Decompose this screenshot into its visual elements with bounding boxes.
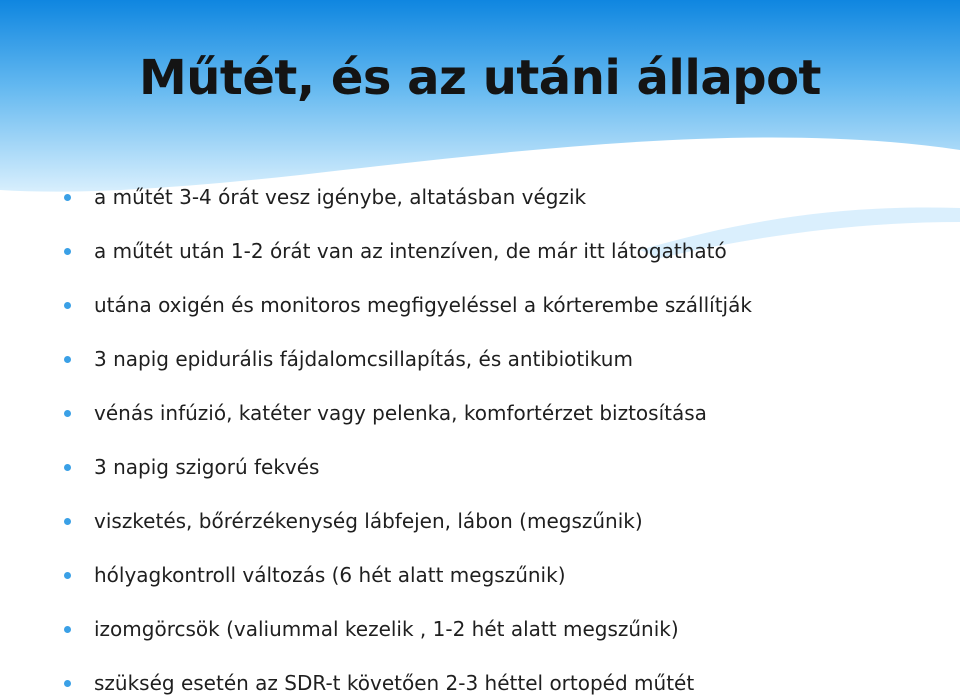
bullet-text: szükség esetén az SDR-t követően 2-3 héttel ortopéd műtét [94, 671, 695, 695]
bullet-dot-icon [64, 572, 71, 579]
bullet-item [0, 332, 960, 386]
bullet-dot-icon [64, 680, 71, 687]
bullet-dot-icon [64, 302, 71, 309]
bullet-dot-icon [64, 356, 71, 363]
bullet-text: hólyagkontroll változás (6 hét alatt megszűnik) [94, 563, 566, 587]
bullet-dot-icon [64, 464, 71, 471]
bullet-item [0, 548, 960, 602]
bullet-item [0, 278, 960, 332]
bullet-text: vénás infúzió, katéter vagy pelenka, komfortérzet biztosítása [94, 401, 707, 425]
bullet-item [0, 224, 960, 278]
bullet-text: 3 napig epidurális fájdalomcsillapítás, és antibiotikum [94, 347, 633, 371]
bullet-dot-icon [64, 194, 71, 201]
bullet-item [0, 656, 960, 700]
bullet-dot-icon [64, 518, 71, 525]
bullet-item [0, 170, 960, 224]
bullet-text: utána oxigén és monitoros megfigyeléssel a kórterembe szállítják [94, 293, 752, 317]
bullet-item [0, 440, 960, 494]
bullet-item [0, 602, 960, 656]
bullet-text: a műtét után 1-2 órát van az intenzíven, de már itt látogatható [94, 239, 727, 263]
bullet-text: a műtét 3-4 órát vesz igénybe, altatásban végzik [94, 185, 587, 209]
slide-title: Műtét, és az utáni állapot [138, 50, 821, 106]
bullet-dot-icon [64, 248, 71, 255]
bullet-text: 3 napig szigorú fekvés [94, 455, 320, 479]
bullet-text: izomgörcsök (valiummal kezelik , 1-2 hét alatt megszűnik) [94, 617, 679, 641]
bullet-dot-icon [64, 410, 71, 417]
bullet-text: viszketés, bőrérzékenység lábfejen, lábon (megszűnik) [94, 509, 643, 533]
bullet-dot-icon [64, 626, 71, 633]
bullet-item [0, 494, 960, 548]
bullet-item [0, 386, 960, 440]
bullet-list [0, 170, 960, 700]
